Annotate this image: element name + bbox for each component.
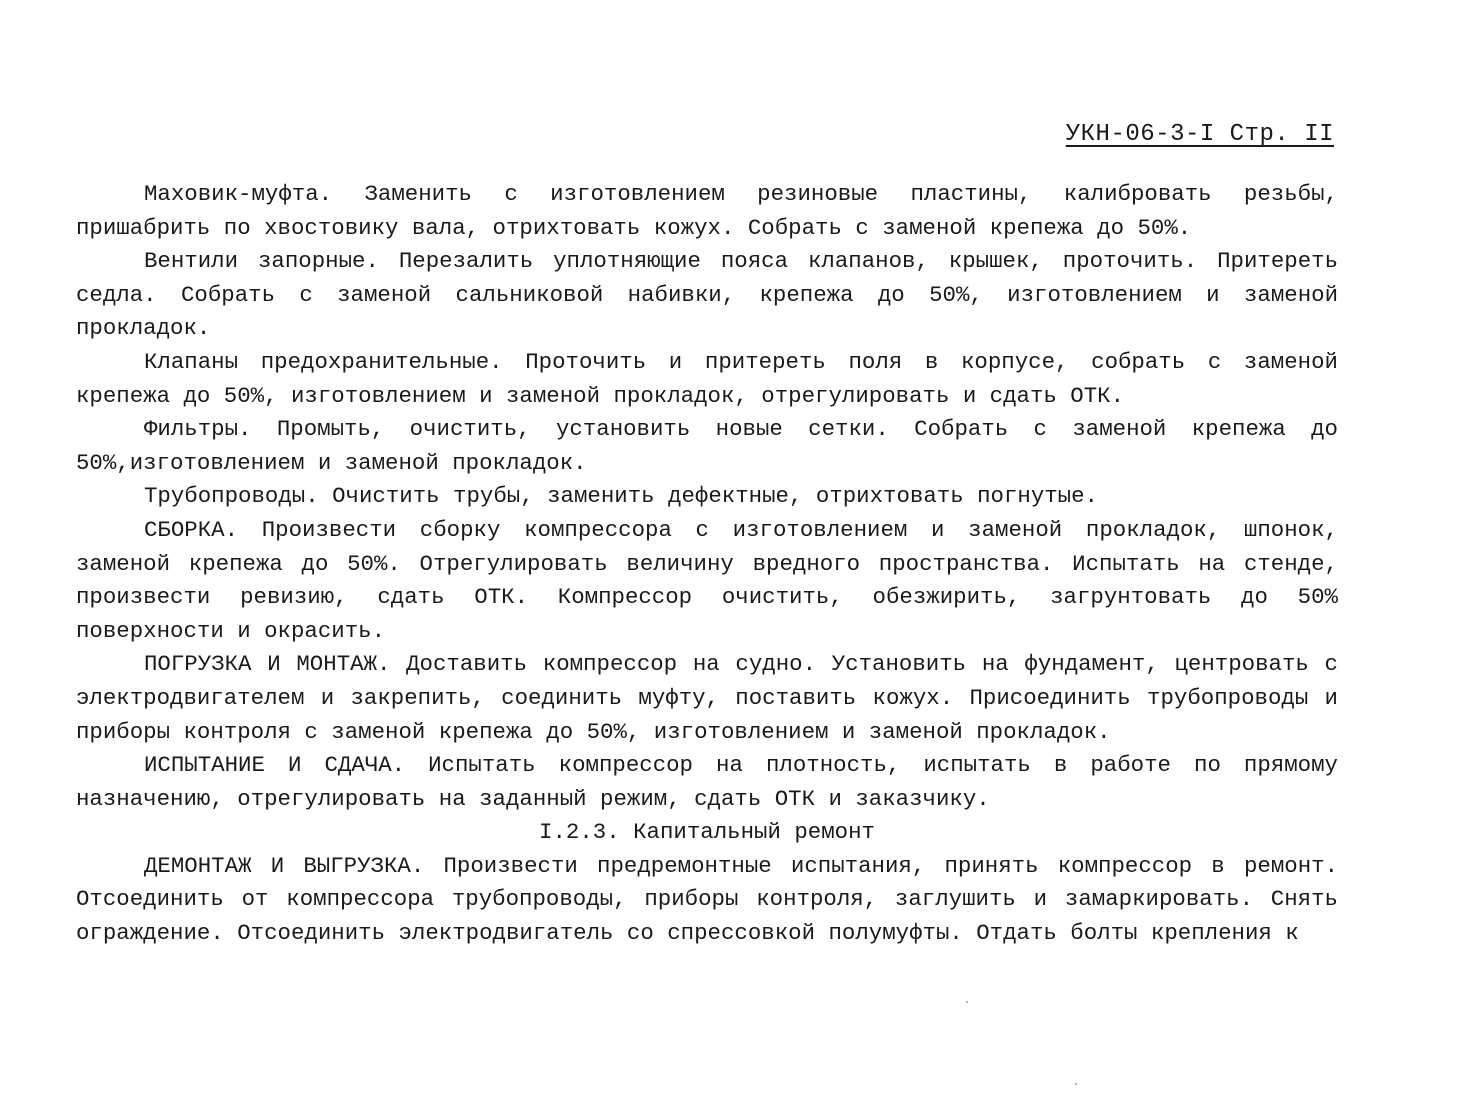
scan-speck — [1075, 1083, 1077, 1085]
paragraph-flywheel-coupling: Маховик-муфта. Заменить с изготовлением резиновые пластины, калибровать резьбы, пришабрить по хвостовику вала, отрихтовать кожух. Собрать с заменой крепежа до 50%. — [76, 181, 1338, 241]
paragraph-testing-handover: ИСПЫТАНИЕ И СДАЧА. Испытать компрессор на плотность, испытать в работе по прямому назначению, отрегулировать на заданный режим, сдать ОТК и заказчику. — [76, 752, 1338, 812]
document-body — [76, 178, 1338, 951]
paragraph-assembly: СБОРКА. Произвести сборку компрессора с изготовлением и заменой прокладок, шпонок, заменой крепежа до 50%. Отрегулировать величину вредного пространства. Испытать на стенде, произвести ревизию, сдать ОТК. Компрессор очистить, обезжирить, загрунтовать до 50% поверхности и окрасить. — [76, 516, 1338, 644]
paragraph-loading-installation: ПОГРУЗКА И МОНТАЖ. Доставить компрессор на судно. Установить на фундамент, центровать с электродвигателем и закрепить, соединить муфту, поставить кожух. Присоединить трубопроводы и приборы контроля с заменой крепежа до 50%, изготовлением и заменой прокладок. — [76, 651, 1338, 745]
paragraph-filters: Фильтры. Промыть, очистить, установить новые сетки. Собрать с заменой крепежа до 50%,изготовлением и заменой прокладок. — [76, 416, 1338, 476]
paragraph-pipelines: Трубопроводы. Очистить трубы, заменить дефектные, отрихтовать погнутые. — [144, 483, 1098, 510]
paragraph-shutoff-valves: Вентили запорные. Перезалить уплотняющие пояса клапанов, крышек, проточить. Притереть седла. Собрать с заменой сальниковой набивки, крепежа до 50%, изготовлением и заменой прокладок. — [76, 248, 1338, 342]
document-reference-header: УКН-06-3-I Стр. II — [1065, 121, 1334, 148]
paragraph-dismantling-unloading: ДЕМОНТАЖ И ВЫГРУЗКА. Произвести предремонтные испытания, принять компрессор в ремонт. Отсоединить от компрессора трубопроводы, приборы контроля, заглушить и замаркировать. Снять ограждение. Отсоединить электродвигатель со спрессовкой полумуфты. Отдать болты крепления к — [76, 852, 1338, 947]
paragraph-safety-valves: Клапаны предохранительные. Проточить и притереть поля в корпусе, собрать с заменой крепежа до 50%, изготовлением и заменой прокладок, отрегулировать и сдать ОТК. — [76, 348, 1338, 409]
scan-speck — [966, 1001, 968, 1003]
section-heading: I.2.3. Капитальный ремонт — [539, 819, 875, 846]
